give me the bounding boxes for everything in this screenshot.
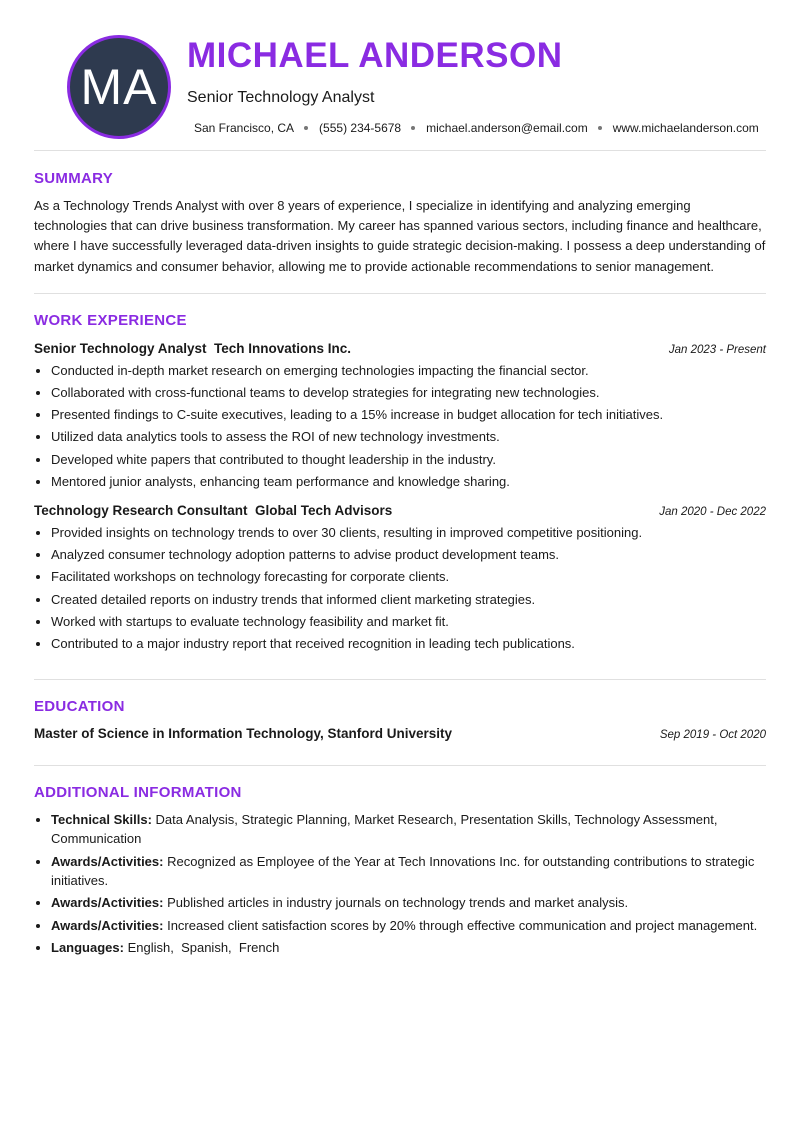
additional-section [34, 766, 766, 957]
education-entry [34, 726, 766, 741]
job-bullets [34, 522, 766, 655]
resume-header [34, 0, 766, 150]
section-title-experience: WORK EXPERIENCE [34, 311, 187, 329]
list-item: • Contributed to a major industry report that received recognition in leading tech publications. [51, 633, 766, 655]
item-label: Awards/Activities: [51, 853, 164, 869]
job-header [34, 503, 766, 518]
education-dates: Sep 2019 - Oct 2020 [659, 729, 766, 742]
list-item [51, 852, 766, 890]
section-title-summary: SUMMARY [34, 170, 114, 187]
list-item [51, 810, 766, 848]
list-item: • Utilized data analytics tools to assess the ROI of new technology investments. [51, 426, 766, 448]
item-text: Data Analysis, Strategic Planning, Market Research, Presentation Skills, Technology Assessment, Communication [51, 812, 718, 847]
list-item: • Conducted in-depth market research on emerging technologies impacting the financial sector. [51, 360, 766, 382]
item-text: Increased client satisfaction scores by 20% through effective communication and project management. [167, 917, 758, 933]
separator-dot [411, 126, 415, 130]
list-item [51, 893, 766, 912]
list-item: • Facilitated workshops on technology forecasting for corporate clients. [51, 566, 766, 588]
list-item: • Analyzed consumer technology adoption patterns to advise product development teams. [51, 544, 766, 566]
item-label: Awards/Activities: [51, 917, 164, 933]
candidate-name: MICHAEL ANDERSON [187, 36, 563, 75]
list-item: • Provided insights on technology trends to over 30 clients, resulting in improved competitive positioning. [51, 522, 766, 544]
list-item: • Created detailed reports on industry trends that informed client marketing strategies. [51, 589, 766, 611]
section-title-education: EDUCATION [34, 698, 125, 716]
section-title-additional: ADDITIONAL INFORMATION [34, 784, 242, 802]
summary-section [34, 151, 766, 293]
job-title: Technology Research Consultant Global Tech Advisors [34, 503, 393, 519]
contact-phone: (555) 234-5678 [319, 121, 402, 135]
job-title: Senior Technology Analyst Tech Innovations Inc. [34, 340, 352, 356]
contact-email[interactable]: michael.anderson@email.com [426, 121, 588, 135]
list-item [51, 916, 766, 935]
job-dates: Jan 2020 - Dec 2022 [659, 506, 766, 519]
item-label: Technical Skills: [51, 812, 152, 828]
job-entry [34, 341, 766, 493]
degree-title: Master of Science in Information Technology, Stanford University [34, 726, 453, 742]
list-item: • Worked with startups to evaluate technology feasibility and market fit. [51, 611, 766, 633]
list-item: • Mentored junior analysts, enhancing team performance and knowledge sharing. [51, 471, 766, 493]
item-text: Recognized as Employee of the Year at Tech Innovations Inc. for outstanding contributions to strategic initiatives. [51, 853, 755, 888]
experience-section [34, 294, 766, 671]
job-header [34, 341, 766, 356]
separator-dot [598, 126, 602, 130]
summary-text: As a Technology Trends Analyst with over 8 years of experience, I specialize in identifying and analyzing emerging technologies that can drive business transformation. My career has spanned various sectors, including finance and healthcare, where I have successfully leveraged data-driven insights to guide strategic decision-making. I possess a deep understanding of market dynamics and consumer behavior, allowing me to provide actionable recommendations to senior management. [34, 198, 766, 274]
job-bullets [34, 360, 766, 493]
job-entry [34, 503, 766, 655]
contact-location: San Francisco, CA [194, 121, 295, 135]
contact-website[interactable]: www.michaelanderson.com [612, 121, 759, 135]
item-text: English, Spanish, French [127, 940, 280, 956]
list-item: • Presented findings to C-suite executives, leading to a 15% increase in budget allocation for tech initiatives. [51, 404, 766, 426]
avatar-initials: MA [80, 59, 158, 115]
avatar [67, 35, 171, 139]
item-text: Published articles in industry journals on technology trends and market analysis. [167, 895, 629, 911]
separator-dot [304, 126, 308, 130]
item-label: Awards/Activities: [51, 895, 164, 911]
job-dates: Jan 2023 - Present [668, 343, 766, 356]
additional-list [34, 810, 766, 957]
candidate-title: Senior Technology Analyst [187, 89, 375, 106]
contact-info [194, 121, 759, 135]
list-item: • Collaborated with cross-functional teams to develop strategies for integrating new technologies. [51, 382, 766, 404]
item-label: Languages: [51, 940, 124, 956]
list-item: • Developed white papers that contributed to thought leadership in the industry. [51, 449, 766, 471]
education-section [34, 680, 766, 765]
list-item [51, 938, 766, 957]
